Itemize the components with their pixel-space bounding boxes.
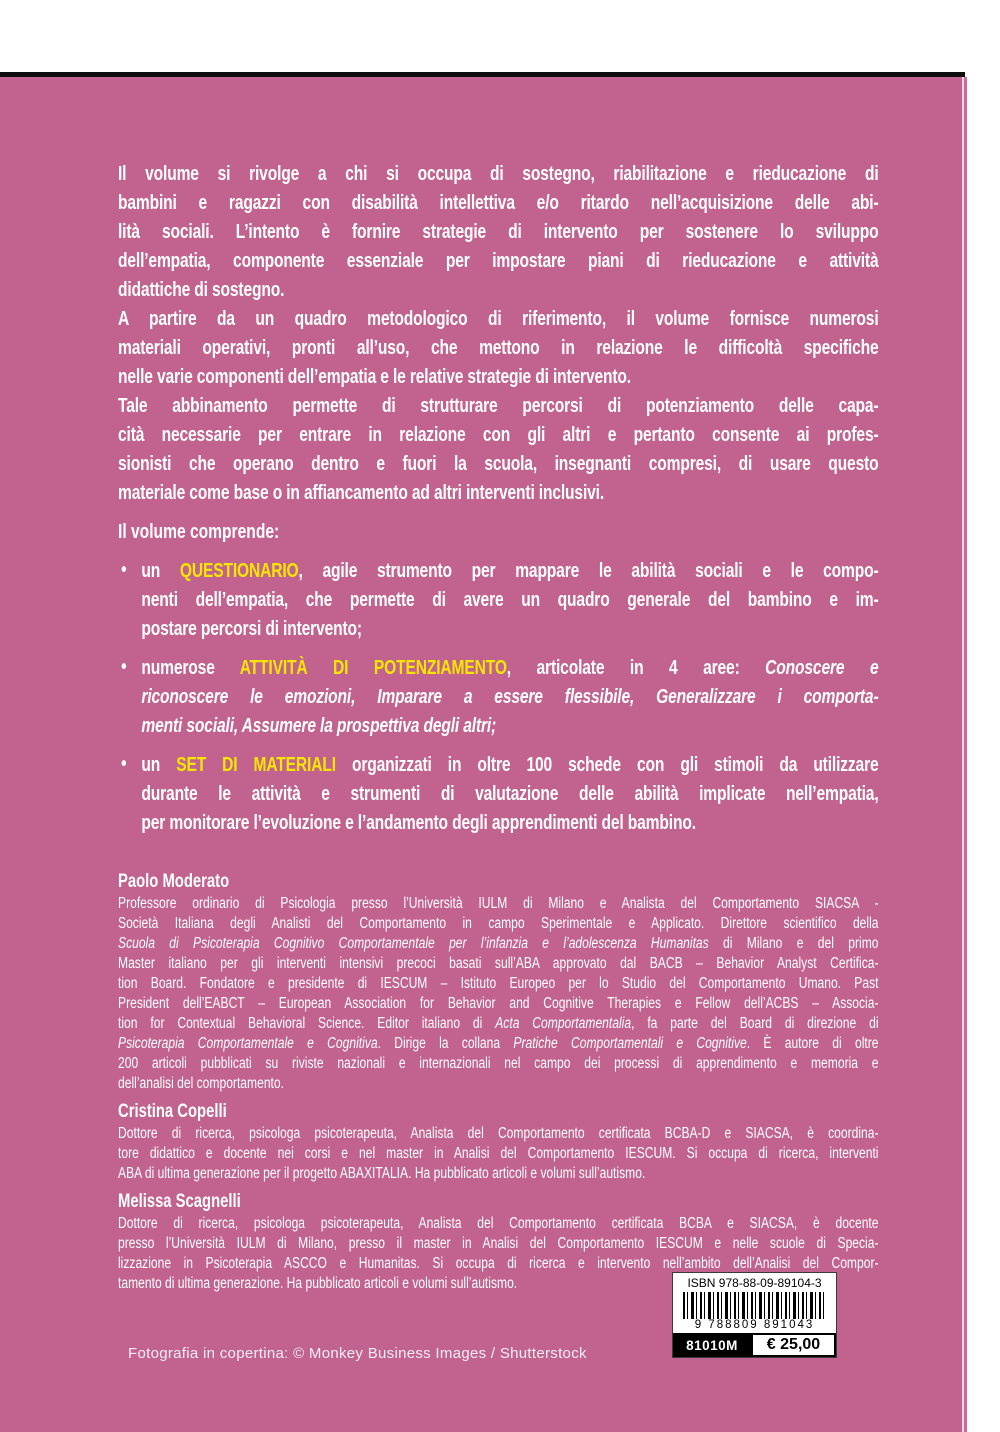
text-line: presso l’Università IULM di Milano, presso il master in Analisi del Comportamento IESCUM e nelle scuole di Specia- [118,1235,879,1252]
text-line: cità necessarie per entrare in relazione con gli altri e pertanto consente ai profes- [118,424,879,446]
text-line: President dell’EABCT – European Association for Behavior and Cognitive Therapies e Fellow dell’ACBS – Associa- [118,995,879,1012]
text-line: lità sociali. L’intento è fornire strategie di intervento per sostenere lo sviluppo [118,221,879,243]
text-line: tore didattico e docente nei corsi e nel master in Analisi del Comportamento IESCUM. Si occupa di ricerca, interventi [118,1145,879,1162]
author-name: Melissa Scagnelli [118,1191,241,1212]
text-line: ABA di ultima generazione per il progetto ABAXITALIA. Ha pubblicato articoli e volumi sull’autismo. [118,1165,646,1182]
text-line: tamento di ultima generazione. Ha pubblicato articoli e volumi sull’autismo. [118,1275,518,1292]
text-line: nenti dell’empatia, che permette di avere un quadro generale del bambino e im- [141,589,879,611]
text-line: un QUESTIONARIO, agile strumento per mappare le abilità sociali e le compo- [141,560,879,582]
text-line: menti sociali, Assumere la prospettiva degli altri; [141,715,497,737]
photo-credit: Fotografia in copertina: © Monkey Business Images / Shutterstock [128,1345,587,1362]
bullet-icon: • [121,656,127,678]
author-name: Cristina Copelli [118,1101,227,1122]
text-line: Tale abbinamento permette di strutturare percorsi di potenziamento delle capa- [118,395,879,417]
text-line: nelle varie componenti dell’empatia e le relative strategie di intervento. [118,366,631,388]
barcode-icon [683,1292,826,1319]
text-line: 200 articoli pubblicati su riviste nazionali e internazionali nel campo dei processi di apprendimento e memoria e [118,1055,879,1072]
bullet-item [118,654,879,741]
spine-fold-line [964,77,967,1432]
text-line: sionisti che operano dentro e fuori la scuola, insegnanti compresi, di usare questo [118,453,879,475]
text-line: dell’analisi del comportamento. [118,1075,284,1092]
text-line: Dottore di ricerca, psicologa psicoterapeuta, Analista del Comportamento certificata BCBA e SIACSA, è docente [118,1215,879,1232]
text-line: dell’empatia, componente essenziale per impostare piani di rieducazione e attività [118,250,879,272]
text-line: Società Italiana degli Analisti del Comportamento in campo Sperimentale e Applicato. Direttore scientifico della [118,915,879,932]
text-line: postare percorsi di intervento; [141,618,362,640]
price-label: € 25,00 [751,1333,836,1357]
bullet-icon: • [121,559,127,581]
barcode-digits: 9 788809 891043 [694,1319,815,1332]
bullet-item [118,557,879,644]
text-line: Psicoterapia Comportamentale e Cognitiva. Dirige la collana Pratiche Comportamentali e Cognitive. È autore di oltre [118,1035,879,1052]
author-name: Paolo Moderato [118,871,230,892]
author-bios [118,870,879,1294]
text-line: materiali operativi, pronti all’uso, che mettono in relazione le difficoltà specifiche [118,337,879,359]
text-line: un SET DI MATERIALI organizzati in oltre 100 schede con gli stimoli da utilizzare [141,754,879,776]
text-line: Il volume si rivolge a chi si occupa di sostegno, riabilitazione e rieducazione di [118,163,879,185]
text-line: riconoscere le emozioni, Imparare a essere flessibile, Generalizzare i comporta- [141,686,879,708]
publisher-code: 81010M [673,1333,751,1357]
isbn-barcode-box [672,1272,837,1358]
text-line: Professore ordinario di Psicologia presso l’Università IULM di Milano e Analista del Comportamento SIACSA - [118,895,879,912]
text-line: lizzazione in Psicoterapia ASCCO e Humanitas. Si occupa di ricerca e intervento nell’ambito dell’Analisi del Compor- [118,1255,879,1272]
volume-includes-heading: Il volume comprende: [118,521,280,543]
text-line: didattiche di sostegno. [118,279,285,301]
bullet-icon: • [121,753,127,775]
text-line: durante le attività e strumenti di valutazione delle abilità implicate nell’empatia, [141,783,879,805]
text-line: bambini e ragazzi con disabilità intellettiva e/o ritardo nell’acquisizione delle abi- [118,192,879,214]
text-line: per monitorare l’evoluzione e l’andamento degli apprendimenti del bambino. [141,812,696,834]
text-line: Scuola di Psicoterapia Cognitivo Comportamentale per l’infanzia e l’adolescenza Humanitas di Milano e del primo [118,935,879,952]
author-bio [118,870,879,1094]
text-line: Master italiano per gli interventi intensivi precoci basati sull’ABA approvato dal BACB – Behavior Analyst Certifica- [118,955,879,972]
author-bio [118,1100,879,1184]
bullet-list [118,557,879,848]
isbn-label: ISBN 978-88-09-89104-3 [687,1276,822,1290]
text-line: tion Board. Fondatore e presidente di IESCUM – Istituto Europeo per lo Studio del Comportamento Umano. Past [118,975,879,992]
bullet-item [118,751,879,838]
text-line: A partire da un quadro metodologico di riferimento, il volume fornisce numerosi [118,308,879,330]
code-price-row [673,1333,836,1357]
text-line: materiale come base o in affiancamento ad altri interventi inclusivi. [118,482,605,504]
text-line: Dottore di ricerca, psicologa psicoterapeuta, Analista del Comportamento certificata BCBA-D e SIACSA, è coordina- [118,1125,879,1142]
text-line: numerose ATTIVITÀ DI POTENZIAMENTO, articolate in 4 aree: Conoscere e [141,657,879,679]
intro-paragraphs [118,160,879,508]
text-line: tion for Contextual Behavioral Science. Editor italiano di Acta Comportamentalia, fa parte del Board di direzione di [118,1015,879,1032]
